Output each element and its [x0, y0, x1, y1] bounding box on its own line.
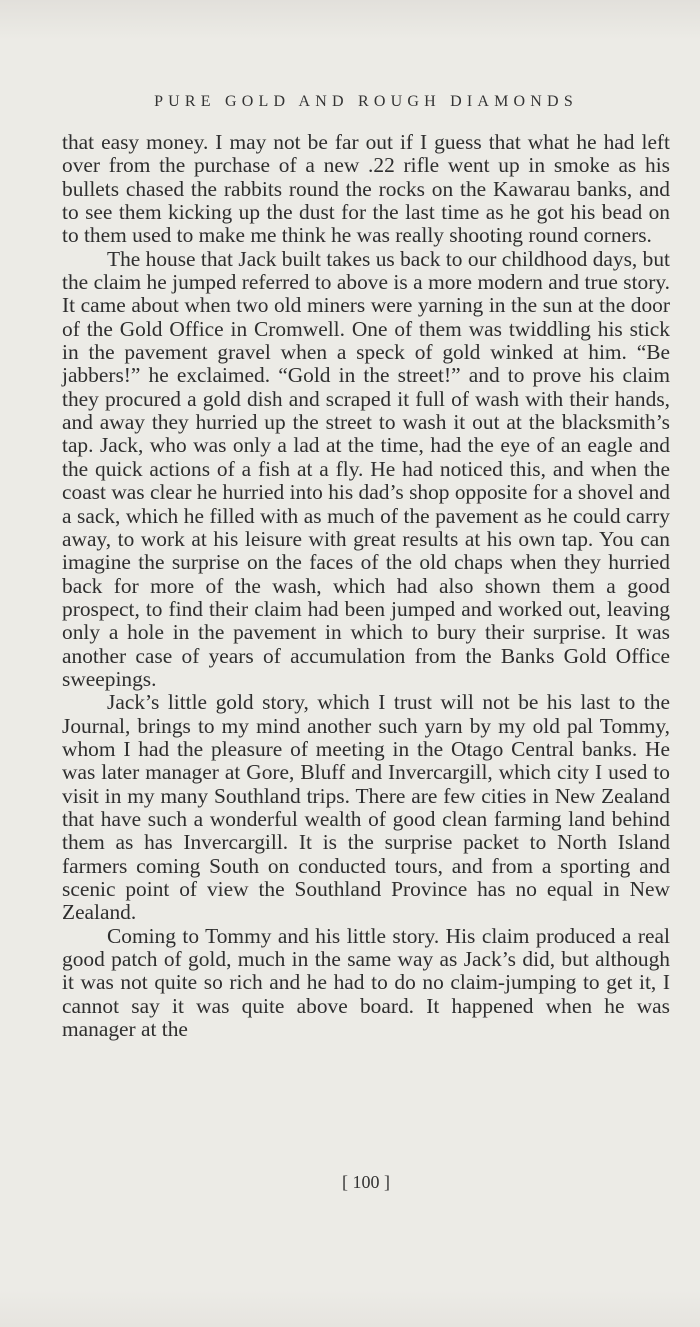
body-text	[62, 131, 670, 1041]
page-number: [ 100 ]	[342, 1172, 390, 1192]
paragraph-4: Coming to Tommy and his little story. His claim produced a real good patch of gold, much in the same way as Jack’s did, but although it was not quite so rich and he had to do no claim-jumping to get it, I cannot say it was quite above board. It happened when he was manager at the	[62, 923, 670, 1042]
running-head: PURE GOLD AND ROUGH DIAMONDS	[154, 93, 578, 110]
paragraph-2: The house that Jack built takes us back to our childhood days, but the claim he jumped referred to above is a more modern and true story. It came about when two old miners were yarning in the sun at the door of the Gold Office in Cromwell. One of them was twiddling his stick in the pavement gravel when a speck of gold winked at him. “Be jabbers!” he exclaimed. “Gold in the street!” and to prove his claim they procured a gold dish and scraped it full of wash with their hands, and away they hurried up the street to wash it out at the blacksmith’s tap. Jack, who was only a lad at the time, had the eye of an eagle and the quick actions of a fish at a fly. He had noticed this, and when the coast was clear he hurried into his dad’s shop opposite for a shovel and a sack, which he filled with as much of the pavement as he could carry away, to work at his leisure with great results at his own tap. You can imagine the surprise on the faces of the old chaps when they hurried back for more of the wash, which had also shown them a good prospect, to find their claim had been jumped and worked out, leaving only a hole in the pavement in which to bury their surprise. It was another case of years of accumulation from the Banks Gold Office sweepings.	[62, 246, 670, 691]
paragraph-1: that easy money. I may not be far out if I guess that what he had left over from the purchase of a new .22 rifle went up in smoke as his bullets chased the rabbits round the rocks on the Kawarau banks, and to see them kicking up the dust for the last time as he got his bead on to them used to make me think he was really shooting round corners.	[62, 130, 670, 248]
paragraph-3: Jack’s little gold story, which I trust will not be his last to the Journal, brings to my mind another such yarn by my old pal Tommy, whom I had the pleasure of meeting in the Otago Central banks. He was later manager at Gore, Bluff and Invercargill, which city I used to visit in my many Southland trips. There are few cities in New Zealand that have such a wonderful wealth of good clean farming land behind them as has Invercargill. It is the surprise packet to North Island farmers coming South on conducted tours, and from a sporting and scenic point of view the Southland Province has no equal in New Zealand.	[62, 690, 670, 925]
